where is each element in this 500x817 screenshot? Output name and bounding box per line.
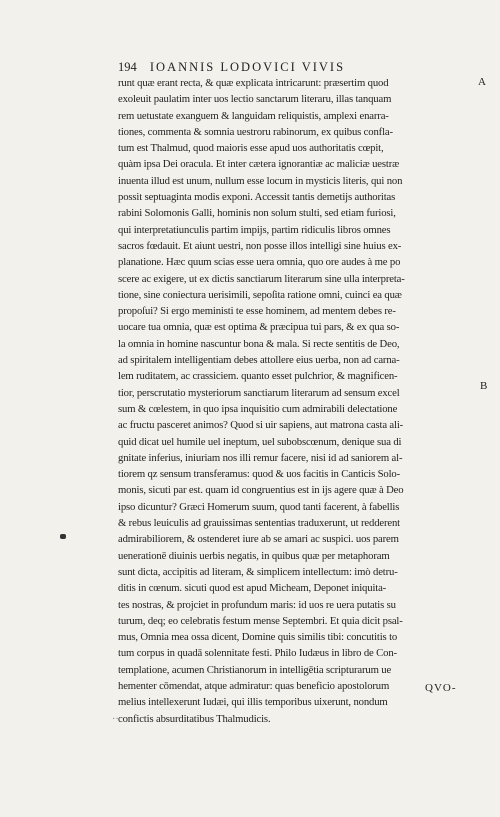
text-line: exoleuit paulatim inter uos lectio sanctarum literaru, illas tanquam xyxy=(118,93,392,106)
margin-letter-a: A xyxy=(478,76,486,88)
text-line: uenerationē diuinis uerbis negatis, in quibus quæ per metaphoram xyxy=(118,549,390,562)
text-line: tes nostras, & projciet in profundum maris: id uos re uera putatis su xyxy=(118,598,396,611)
text-line: turum, deq; eo celebratis festum mense Septembri. Et quia dicit psal- xyxy=(118,614,403,627)
running-header xyxy=(118,60,478,75)
text-line: propoſui? Si ergo meministi te esse hominem, ad mentem debes re- xyxy=(118,305,396,318)
text-line: possit septuaginta modis exponi. Accessit tantis demetijs authoritas xyxy=(118,191,396,204)
text-line: ac fructu pasceret animos? Quod si uir sapiens, aut matrona casta ali- xyxy=(118,419,404,432)
text-line: la omnia in homine nascuntur bona & mala. Si recte sentitis de Deo, xyxy=(118,337,400,350)
text-line: ipso dicuntur? Græci Homerum suum, quod tanti facerent, à fabellis xyxy=(118,500,400,513)
text-line: hementer cōmendat, atque admiratur: quas beneficio apostolorum xyxy=(118,679,390,692)
running-title: IOANNIS LODOVICI VIVIS xyxy=(149,60,346,74)
text-line: planatione. Hæc quum scias esse uera omnia, quo ore audes à me po xyxy=(118,256,401,269)
text-line: monis, sicuti par est. quam id congruentius est in ijs agere quæ à Deo xyxy=(118,484,404,497)
text-line: uocare tua omnia, quæ est optima & præcipua tui pars, & ex qua so- xyxy=(118,321,400,334)
text-line: quàm ipsa Dei oracula. Et inter cætera ignorantiæ ac maliciæ uestræ xyxy=(118,158,400,171)
text-line: templatione, acumen Christianorum in intelligētia scripturarum ue xyxy=(118,663,392,676)
text-line: scere ac exigere, ut ex dictis sanctiarum literarum sine ulla interpreta- xyxy=(118,272,405,285)
text-line: tiorem qz sensum transferamus: quod & uos facitis in Canticis Solo- xyxy=(118,468,401,481)
margin-bullet-icon xyxy=(60,534,66,539)
text-line: & rebus leuiculis ad grauissimas sententias traduxerunt, ut redderent xyxy=(118,517,400,530)
text-line: quid dicat uel humile uel ineptum, uel subobscœnum, denique sua di xyxy=(118,435,402,448)
text-line: sacros fœdauit. Et aiunt uestri, non posse illos intelligi sine huius ex- xyxy=(118,239,402,252)
text-line: gnitate inferius, iniuriam nos illi remur facere, nisi id ad saniorem al- xyxy=(118,451,403,464)
text-line: tum corpus in quadā solennitate festi. Philo Iudæus in libro de Con- xyxy=(118,647,397,660)
text-line: rem uetustate exanguem & languidam reliquistis, amplexi enarra- xyxy=(118,109,389,122)
text-line: melius intellexerunt Iudæi, qui illis temporibus uixerunt, nondum xyxy=(118,696,388,709)
text-line: tior, perscrutatio mysteriorum sanctiarum literarum ad sensum excel xyxy=(118,386,400,399)
text-line: inuenta illud est unum, nullum esse locum in mysticis literis, qui non xyxy=(118,174,403,187)
text-line: sum & cœlestem, in quo ipsa inquisitio cum admirabili delectatione xyxy=(118,402,398,415)
signature-mark: ·· xyxy=(112,714,119,725)
text-line: tione, sine coniectura uerisimili, sepoſita ratione omni, cuinci ea quæ xyxy=(118,288,402,301)
text-line: tum est Thalmud, quod maioris esse apud uos authoritatis cœpit, xyxy=(118,142,384,155)
text-line: rabini Solomonis Galli, hominis non solum stulti, sed etiam furiosi, xyxy=(118,207,396,220)
body-text xyxy=(118,75,463,727)
text-line: lem ruditatem, ac crassiciem. quanto esset pulchrior, & magnificen- xyxy=(118,370,398,383)
text-line: tiones, commenta & somnia uestroru rabinorum, ex quibus confla- xyxy=(118,125,393,138)
margin-letter-b: B xyxy=(480,380,488,392)
text-line: runt quæ erant recta, & quæ explicata intricarunt: præsertim quod xyxy=(118,77,389,89)
page-number: 194 xyxy=(118,60,137,74)
catchword: QVO- xyxy=(425,682,457,694)
text-line: ditis in cœnum. sicuti quod est apud Micheam, Deponet iniquita- xyxy=(118,582,387,595)
text-line: ad spiritalem intelligentiam debes attollere eius uerba, non ad carna- xyxy=(118,354,400,367)
text-line: qui interpretatiunculis partim impijs, partim ridiculis libros omnes xyxy=(118,223,391,236)
text-line: mus, Omnia mea ossa dicent, Domine quis similis tibi: concutitis to xyxy=(118,631,398,644)
text-line: admirabiliorem, & ostenderet iure ab se amari ac suspici. uos parem xyxy=(118,533,399,546)
text-line: confictis absurditatibus Thalmudicis. xyxy=(118,712,271,725)
text-line: sunt dicta, accipitis ad literam, & simplicem intellectum: imò detru- xyxy=(118,565,398,578)
